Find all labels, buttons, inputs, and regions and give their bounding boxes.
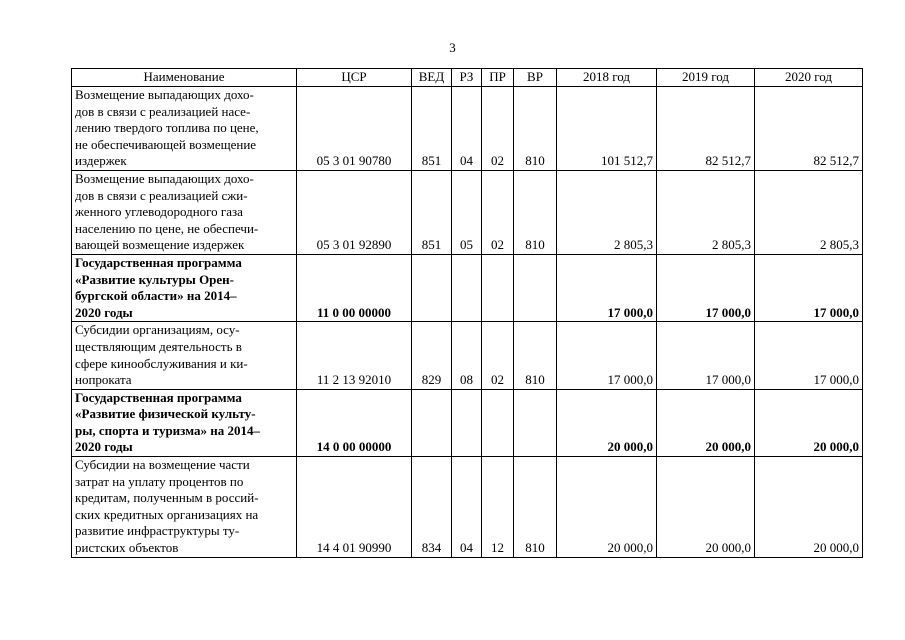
cell-csr: 11 2 13 92010 xyxy=(297,322,412,389)
cell-name xyxy=(72,457,297,558)
name-line: дов в связи с реализацией сжи- xyxy=(75,187,248,203)
cell-2020: 82 512,7 xyxy=(755,87,863,171)
header-name: Наименование xyxy=(72,69,297,87)
cell-2018: 20 000,0 xyxy=(557,389,657,456)
cell-rz: 05 xyxy=(452,170,482,254)
cell-rz xyxy=(452,389,482,456)
cell-rz: 04 xyxy=(452,457,482,558)
cell-csr: 11 0 00 00000 xyxy=(297,254,412,321)
cell-2020: 20 000,0 xyxy=(755,457,863,558)
cell-2019: 20 000,0 xyxy=(657,457,755,558)
cell-name xyxy=(72,254,297,321)
name-line: ских кредитных организациях на xyxy=(75,506,259,522)
name-line: сфере кинообслуживания и ки- xyxy=(75,355,248,371)
name-line: Субсидии организациям, осу- xyxy=(75,322,240,338)
table-row xyxy=(72,457,863,558)
name-line: Государственная программа xyxy=(75,254,242,270)
header-rz: РЗ xyxy=(452,69,482,87)
name-line: 2020 годы xyxy=(75,304,133,320)
name-line: Субсидии на возмещение части xyxy=(75,457,250,473)
name-line: вающей возмещение издержек xyxy=(75,237,245,253)
cell-name xyxy=(72,87,297,171)
name-line: ществляющим деятельность в xyxy=(75,338,242,354)
cell-ved: 851 xyxy=(412,87,452,171)
header-ved: ВЕД xyxy=(412,69,452,87)
cell-2018: 101 512,7 xyxy=(557,87,657,171)
cell-2020: 20 000,0 xyxy=(755,389,863,456)
header-2020: 2020 год xyxy=(755,69,863,87)
table-header-row xyxy=(72,69,863,87)
cell-vr: 810 xyxy=(514,170,557,254)
name-line: «Развитие культуры Орен- xyxy=(75,271,235,287)
cell-pr xyxy=(482,254,514,321)
name-line: нопроката xyxy=(75,372,132,388)
cell-csr: 05 3 01 92890 xyxy=(297,170,412,254)
name-line: кредитам, полученным в россий- xyxy=(75,490,259,506)
cell-ved xyxy=(412,389,452,456)
cell-2019: 20 000,0 xyxy=(657,389,755,456)
cell-rz: 04 xyxy=(452,87,482,171)
name-line: Государственная программа xyxy=(75,389,242,405)
header-csr: ЦСР xyxy=(297,69,412,87)
name-line: дов в связи с реализацией насе- xyxy=(75,103,251,119)
cell-2019: 82 512,7 xyxy=(657,87,755,171)
cell-pr: 02 xyxy=(482,87,514,171)
name-line: развитие инфраструктуры ту- xyxy=(75,523,240,539)
cell-2019: 17 000,0 xyxy=(657,322,755,389)
name-line: лению твердого топлива по цене, xyxy=(75,120,259,136)
cell-2018: 17 000,0 xyxy=(557,322,657,389)
cell-name xyxy=(72,322,297,389)
cell-rz xyxy=(452,254,482,321)
cell-name xyxy=(72,170,297,254)
page-number: 3 xyxy=(449,40,456,55)
name-line: ры, спорта и туризма» на 2014– xyxy=(75,422,260,438)
cell-pr: 12 xyxy=(482,457,514,558)
table-row xyxy=(72,170,863,254)
table-row xyxy=(72,389,863,456)
cell-2018: 17 000,0 xyxy=(557,254,657,321)
table-row xyxy=(72,322,863,389)
cell-2019: 2 805,3 xyxy=(657,170,755,254)
cell-name xyxy=(72,389,297,456)
name-line: ристских объектов xyxy=(75,540,179,556)
cell-pr: 02 xyxy=(482,170,514,254)
name-line: Возмещение выпадающих дохо- xyxy=(75,87,254,102)
name-line: издержек xyxy=(75,153,127,169)
cell-ved: 834 xyxy=(412,457,452,558)
cell-rz: 08 xyxy=(452,322,482,389)
cell-2020: 17 000,0 xyxy=(755,322,863,389)
table-row xyxy=(72,87,863,171)
cell-2018: 20 000,0 xyxy=(557,457,657,558)
cell-pr xyxy=(482,389,514,456)
cell-vr xyxy=(514,254,557,321)
cell-csr: 05 3 01 90780 xyxy=(297,87,412,171)
cell-ved: 851 xyxy=(412,170,452,254)
name-line: не обеспечивающей возмещение xyxy=(75,136,257,152)
table-row xyxy=(72,254,863,321)
cell-pr: 02 xyxy=(482,322,514,389)
cell-ved: 829 xyxy=(412,322,452,389)
name-line: 2020 годы xyxy=(75,439,133,455)
header-vr: ВР xyxy=(514,69,557,87)
cell-vr xyxy=(514,389,557,456)
cell-2020: 17 000,0 xyxy=(755,254,863,321)
name-line: бургской области» на 2014– xyxy=(75,288,237,304)
name-line: населению по цене, не обеспечи- xyxy=(75,220,259,236)
cell-vr: 810 xyxy=(514,322,557,389)
name-line: «Развитие физической культу- xyxy=(75,406,256,422)
cell-2020: 2 805,3 xyxy=(755,170,863,254)
header-2018: 2018 год xyxy=(557,69,657,87)
cell-csr: 14 4 01 90990 xyxy=(297,457,412,558)
cell-vr: 810 xyxy=(514,87,557,171)
budget-table xyxy=(71,68,863,558)
table-body xyxy=(72,87,863,558)
header-2019: 2019 год xyxy=(657,69,755,87)
cell-2018: 2 805,3 xyxy=(557,170,657,254)
cell-vr: 810 xyxy=(514,457,557,558)
cell-csr: 14 0 00 00000 xyxy=(297,389,412,456)
cell-ved xyxy=(412,254,452,321)
name-line: затрат на уплату процентов по xyxy=(75,473,244,489)
name-line: Возмещение выпадающих дохо- xyxy=(75,170,254,186)
header-pr: ПР xyxy=(482,69,514,87)
name-line: женного углеводородного газа xyxy=(75,204,243,220)
cell-2019: 17 000,0 xyxy=(657,254,755,321)
